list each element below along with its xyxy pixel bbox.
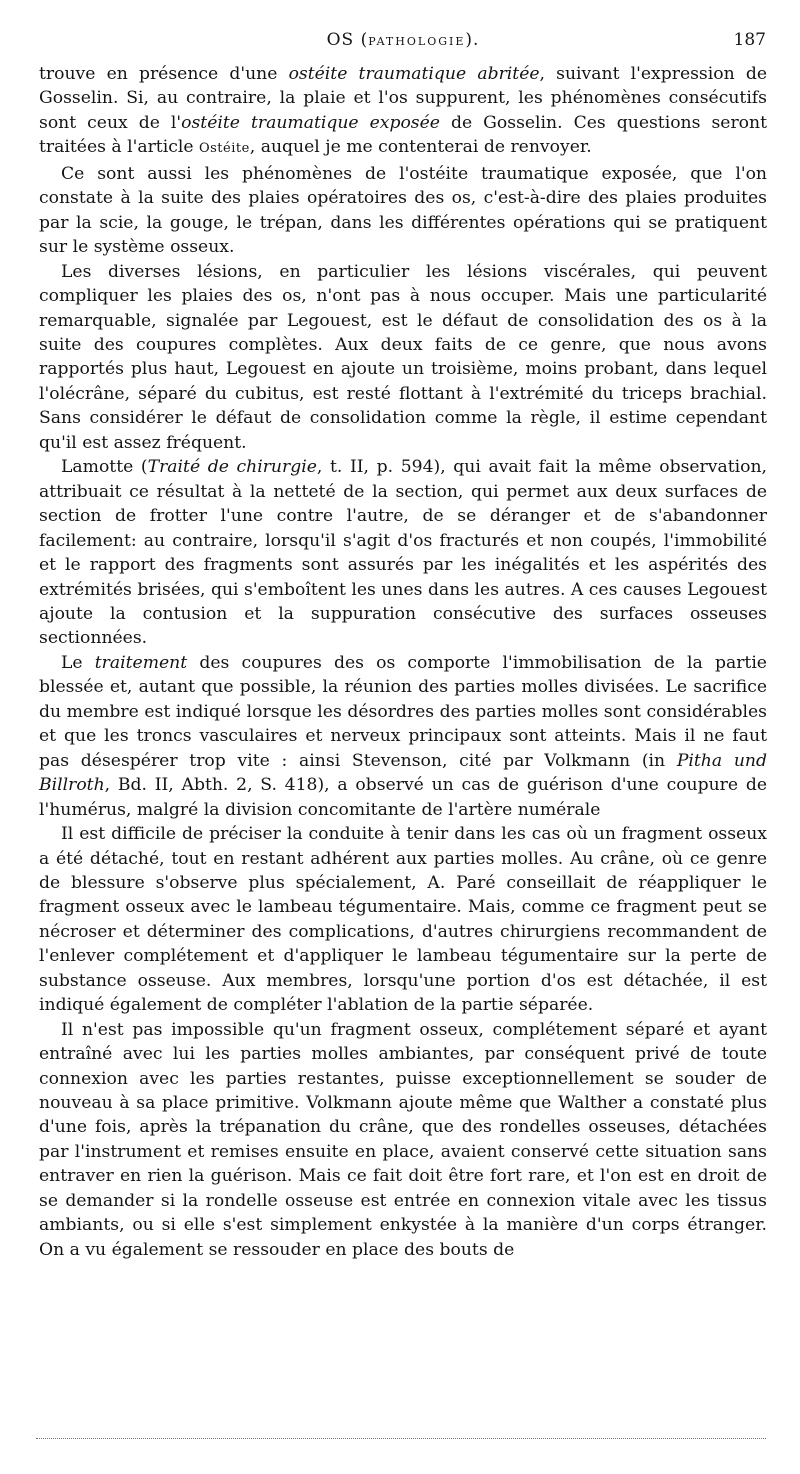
italic-phrase: Pitha und Billroth [39,750,767,796]
italic-phrase: ostéite traumatique exposée [181,112,440,133]
text-run: , suivant l'expression de Gosselin. Si, au contraire, la plaie et l'os suppurent, les phénomènes consécutifs sont ceux de l' [39,64,767,133]
running-title-main: OS ( [326,30,369,50]
paragraph [39,822,767,1018]
text-run: , Bd. II, Abth. 2, S. 418), a observé un cas de guérison d'une coupure de l'humérus, malgré la division concomitante de l'artère numérale [39,775,767,820]
running-header [40,30,766,58]
text-run: des coupures des os comporte l'immobilisation de la partie blessée et, autant que possible, la réunion des parties molles divisées. Le sacrifice du membre est indiqué lorsque les désordres des parties molles sont considérables et que les troncs vasculaires et nerveux principaux sont atteints. Mais il ne faut pas désespérer trop vite : ainsi Stevenson, cité par Volkmann (in [39,652,767,771]
text-run: , t. II, p. 594), qui avait fait la même observation, attribuait ce résultat à la netteté de la section, qui permet aux deux surfaces de section de frotter l'une contre l'autre, de se déranger et de s'abandonner facilement: au contraire, lorsqu'il s'agit d'os fracturés et non coupés, l'immobilité et le rapport des fragments sont assurés par les inégalités et les aspérités des extrémités brisées, qui s'emboîtent les unes dans les autres. A ces causes Legouest ajoute la contusion et la suppuration consécutive des surfaces osseuses sectionnées. [39,457,768,649]
text-run: Ce sont aussi les phénomènes de l'ostéite traumatique exposée, que l'on constate à la suite des plaies opératoires des os, c'est-à-dire des plaies produites par la scie, la gouge, le trépan, dans les différentes opérations qui se pratiquent sur le système osseux. [39,163,767,258]
italic-phrase: ostéite traumatique abritée [288,64,540,84]
text-run: trouve en présence d'une [39,64,289,84]
running-title-end: ). [465,30,480,50]
paragraph [39,455,767,651]
text-run: Il n'est pas impossible qu'un fragment osseux, complétement séparé et ayant entraîné avec lui les parties molles ambiantes, par conséquent privé de toute connexion avec les parties restantes, puisse exceptionnellement se souder de nouveau à sa place primitive. Volkmann ajoute même que Walther a constaté plus d'une fois, après la trépanation du crâne, que des rondelles osseuses, détachées par l'instrument et remises ensuite en place, avaient conservé cette situation sans entraver en rien la guérison. Mais ce fait doit être fort rare, et l'on est en droit de se demander si la rondelle osseuse est entrée en connexion vitale avec les tissus ambiants, ou si elle s'est simplement enkystée à la manière d'un corps étranger. On a vu également se ressouder en place des bouts de [39,1019,767,1260]
italic-phrase: Traité de chirurgie [147,457,317,478]
paragraph [39,651,767,822]
running-title [40,30,766,50]
paragraph [39,62,767,162]
text-run: Le [61,652,95,673]
paragraph [39,1018,767,1263]
text-run: Les diverses lésions, en particulier les lésions viscérales, qui peuvent compliquer les plaies des os, n'ont pas à nous occuper. Mais une particularité remarquable, signalée par Legouest, est le défaut de consolidation des os à la suite des coupures complètes. Aux deux faits de ce genre, que nous avons rapportés plus haut, Legouest en ajoute un troisième, moins probant, dans lequel l'olécrâne, séparé du cubitus, est resté flottant à l'extrémité du triceps brachial. Sans considérer le défaut de consolidation comme la règle, il estime cependant qu'il est assez fréquent. [39,261,767,453]
text-run: Lamotte ( [61,457,148,478]
body-text [39,62,767,1262]
text-run: Il est difficile de préciser la conduite à tenir dans les cas où un fragment osseux a été détaché, tout en restant adhérent aux parties molles. Au crâne, où ce genre de blessure s'observe plus spécialement, A. Paré conseillait de réappliquer le fragment osseux avec le lambeau tégumentaire. Mais, comme ce fragment peut se nécroser et déterminer des complications, d'autres chirurgiens recommandent de l'enlever complétement et d'appliquer le lambeau tégumentaire sur la perte de substance osseuse. Aux membres, lorsqu'une portion d'os est détachée, il est indiqué également de compléter l'ablation de la partie séparée. [39,824,767,1016]
paragraph [39,260,767,456]
footer-dotted-rule [36,1438,766,1439]
italic-phrase: traitement [94,652,188,673]
text-run: , auquel je me contenterai de renvoyer. [249,137,592,158]
page-number: 187 [733,30,766,50]
running-title-smallcaps: PATHOLOGIE [368,35,466,48]
smallcaps-phrase: Ostéite [198,141,250,157]
paragraph [39,162,767,260]
text-run: de Gosselin. Ces questions seront traitées à l'article [39,112,767,158]
